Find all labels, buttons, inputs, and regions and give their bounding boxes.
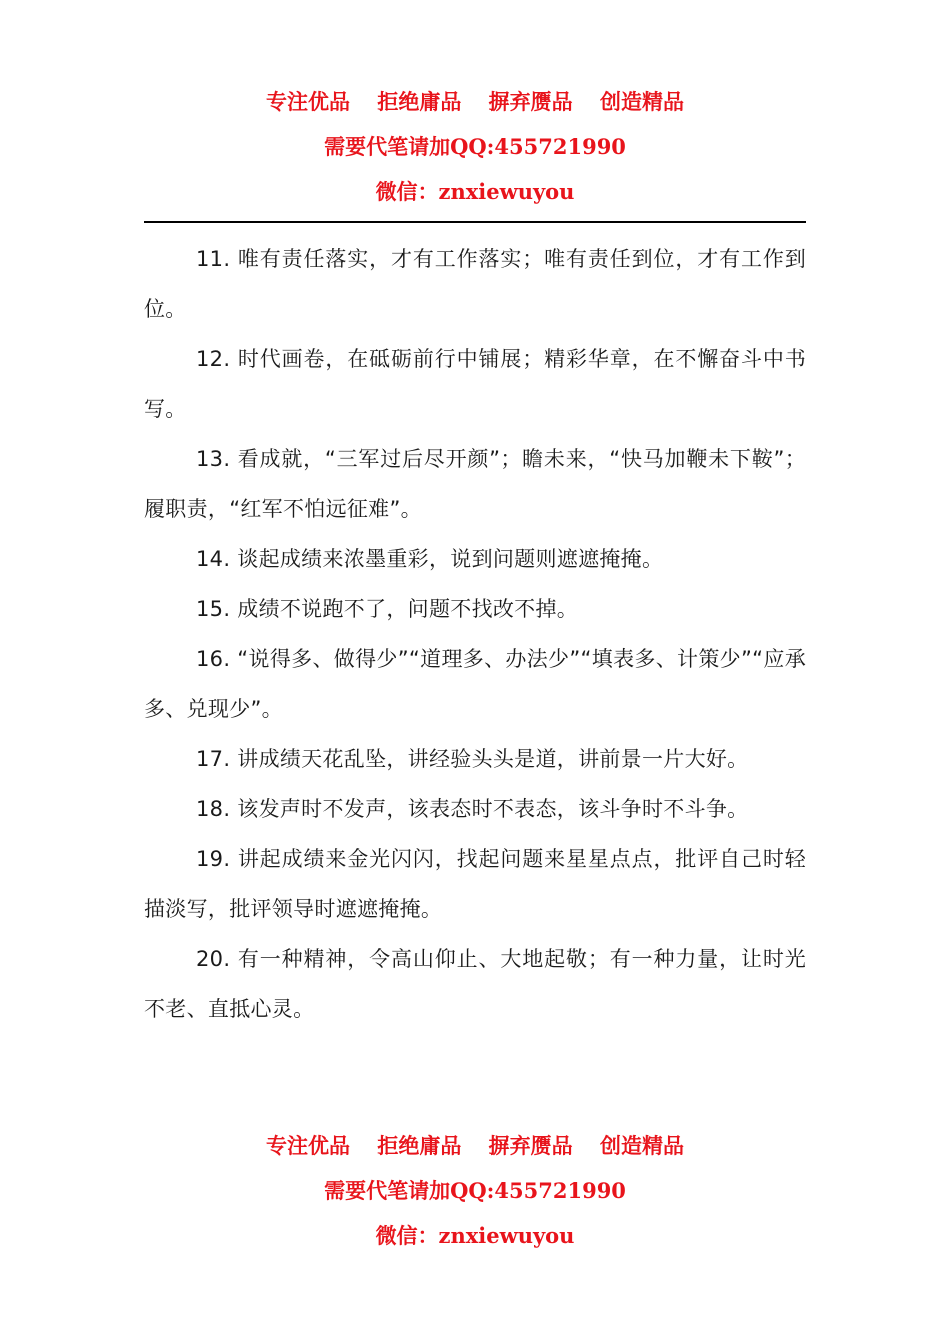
footer-slogans [0, 1128, 950, 1173]
footer-slogan-4: 创造精品 [599, 1133, 684, 1158]
header-slogan-3: 摒弃赝品 [488, 89, 573, 114]
header-contact-wechat: 微信：znxiewuyou [375, 179, 575, 204]
header-slogan-4: 创造精品 [599, 89, 684, 114]
header-slogans [0, 84, 950, 129]
paragraph-20: 20. 有一种精神，令高山仰止、大地起敬；有一种力量，让时光不老、直抵心灵。 [144, 947, 806, 1021]
paragraph-11: 11. 唯有责任落实，才有工作落实；唯有责任到位，才有工作到位。 [144, 247, 806, 321]
paragraph-13: 13. 看成就，“三军过后尽开颜”；瞻未来，“快马加鞭未下鞍”；履职责，“红军不怕远征难”。 [144, 447, 806, 521]
document-body [144, 234, 806, 1034]
paragraph-15: 15. 成绩不说跑不了，问题不找改不掉。 [196, 597, 579, 621]
header-slogan-2: 拒绝庸品 [377, 89, 462, 114]
header-divider [144, 221, 806, 223]
paragraph-16: 16. “说得多、做得少”“道理多、办法少”“填表多、计策少”“应承多、兑现少”。 [144, 647, 806, 721]
paragraph-17: 17. 讲成绩天花乱坠，讲经验头头是道，讲前景一片大好。 [196, 747, 749, 771]
footer-banner [0, 1128, 950, 1263]
footer-contact-qq: 需要代笔请加QQ:455721990 [324, 1178, 626, 1203]
footer-slogan-2: 拒绝庸品 [377, 1133, 462, 1158]
header-slogan-1: 专注优品 [266, 89, 351, 114]
footer-slogan-3: 摒弃赝品 [488, 1133, 573, 1158]
footer-contact-wechat: 微信：znxiewuyou [375, 1223, 575, 1248]
footer-slogan-1: 专注优品 [266, 1133, 351, 1158]
paragraph-18: 18. 该发声时不发声，该表态时不表态，该斗争时不斗争。 [196, 797, 749, 821]
paragraph-14: 14. 谈起成绩来浓墨重彩，说到问题则遮遮掩掩。 [196, 547, 664, 571]
header-banner [0, 84, 950, 219]
header-contact-qq: 需要代笔请加QQ:455721990 [324, 134, 626, 159]
paragraph-19: 19. 讲起成绩来金光闪闪，找起问题来星星点点，批评自己时轻描淡写，批评领导时遮遮掩掩。 [144, 847, 806, 921]
paragraph-12: 12. 时代画卷，在砥砺前行中铺展；精彩华章，在不懈奋斗中书写。 [144, 347, 806, 421]
